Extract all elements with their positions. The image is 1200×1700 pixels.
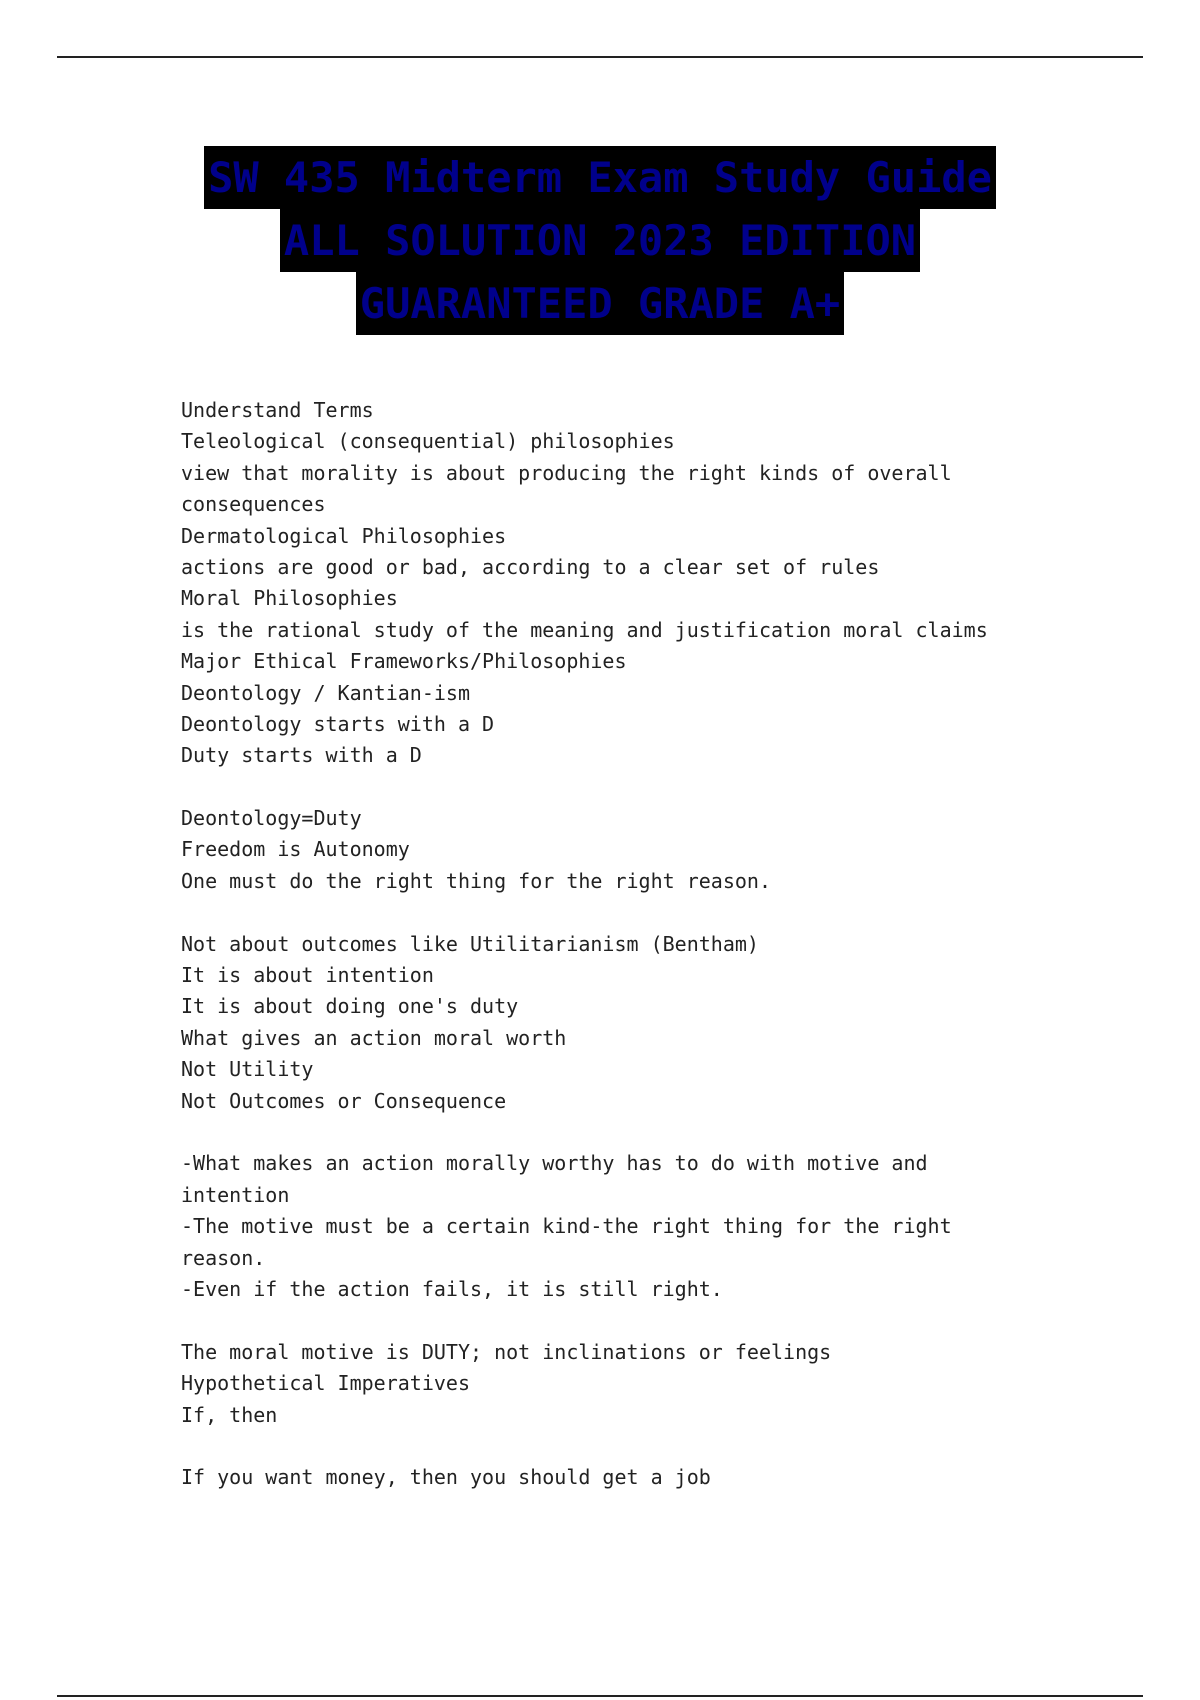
body-line: actions are good or bad, according to a clear set of rules <box>181 554 880 579</box>
body-line <box>181 1305 1081 1336</box>
bottom-rule <box>57 1695 1143 1697</box>
body-line: If, then <box>181 1402 278 1427</box>
body-line: -What makes an action morally worthy has to do with motive and <box>181 1151 928 1176</box>
document-body <box>181 395 1081 1494</box>
body-line <box>181 897 1081 928</box>
body-line: -Even if the action fails, it is still right. <box>181 1276 723 1301</box>
body-line <box>181 1431 1081 1462</box>
document-title <box>0 146 1200 335</box>
title-line <box>0 146 1200 209</box>
body-line: Understand Terms <box>181 398 374 422</box>
body-line: view that morality is about producing the right kinds of overall <box>181 460 952 485</box>
title-line-text: SW 435 Midterm Exam Study Guide <box>204 146 996 209</box>
body-line: Dermatological Philosophies <box>181 523 507 548</box>
body-line <box>181 1117 1081 1148</box>
body-line: Moral Philosophies <box>181 586 398 611</box>
body-line: Deontology / Kantian-ism <box>181 680 470 705</box>
body-line: Deontology starts with a D <box>181 711 495 736</box>
body-line: Teleological (consequential) philosophies <box>181 429 675 454</box>
title-line-text: ALL SOLUTION 2023 EDITION <box>280 209 920 272</box>
top-rule <box>57 56 1143 58</box>
body-line: consequences <box>181 492 326 517</box>
body-line: Deontology=Duty <box>181 806 362 831</box>
body-line: It is about intention <box>181 963 434 988</box>
body-line: One must do the right thing for the right reason. <box>181 868 772 893</box>
body-line: It is about doing one's duty <box>181 994 519 1019</box>
body-line: reason. <box>181 1245 266 1270</box>
body-line: -The motive must be a certain kind-the right thing for the right <box>181 1214 952 1239</box>
body-line: Hypothetical Imperatives <box>181 1371 470 1396</box>
body-line: is the rational study of the meaning and justification moral claims <box>181 617 988 642</box>
body-line: If you want money, then you should get a job <box>181 1465 711 1490</box>
body-line: Freedom is Autonomy <box>181 837 410 862</box>
body-line: Not about outcomes like Utilitarianism (Bentham) <box>181 931 759 956</box>
body-line: Not Utility <box>181 1057 314 1082</box>
body-line: Duty starts with a D <box>181 743 422 768</box>
body-line: intention <box>181 1182 290 1207</box>
body-line <box>181 772 1081 803</box>
title-line <box>0 272 1200 335</box>
body-line: Not Outcomes or Consequence <box>181 1088 507 1113</box>
body-line: The moral motive is DUTY; not inclinations or feelings <box>181 1339 832 1364</box>
title-line <box>0 209 1200 272</box>
body-line: Major Ethical Frameworks/Philosophies <box>181 649 627 674</box>
title-line-text: GUARANTEED GRADE A+ <box>356 272 844 335</box>
body-line: What gives an action moral worth <box>181 1025 567 1050</box>
